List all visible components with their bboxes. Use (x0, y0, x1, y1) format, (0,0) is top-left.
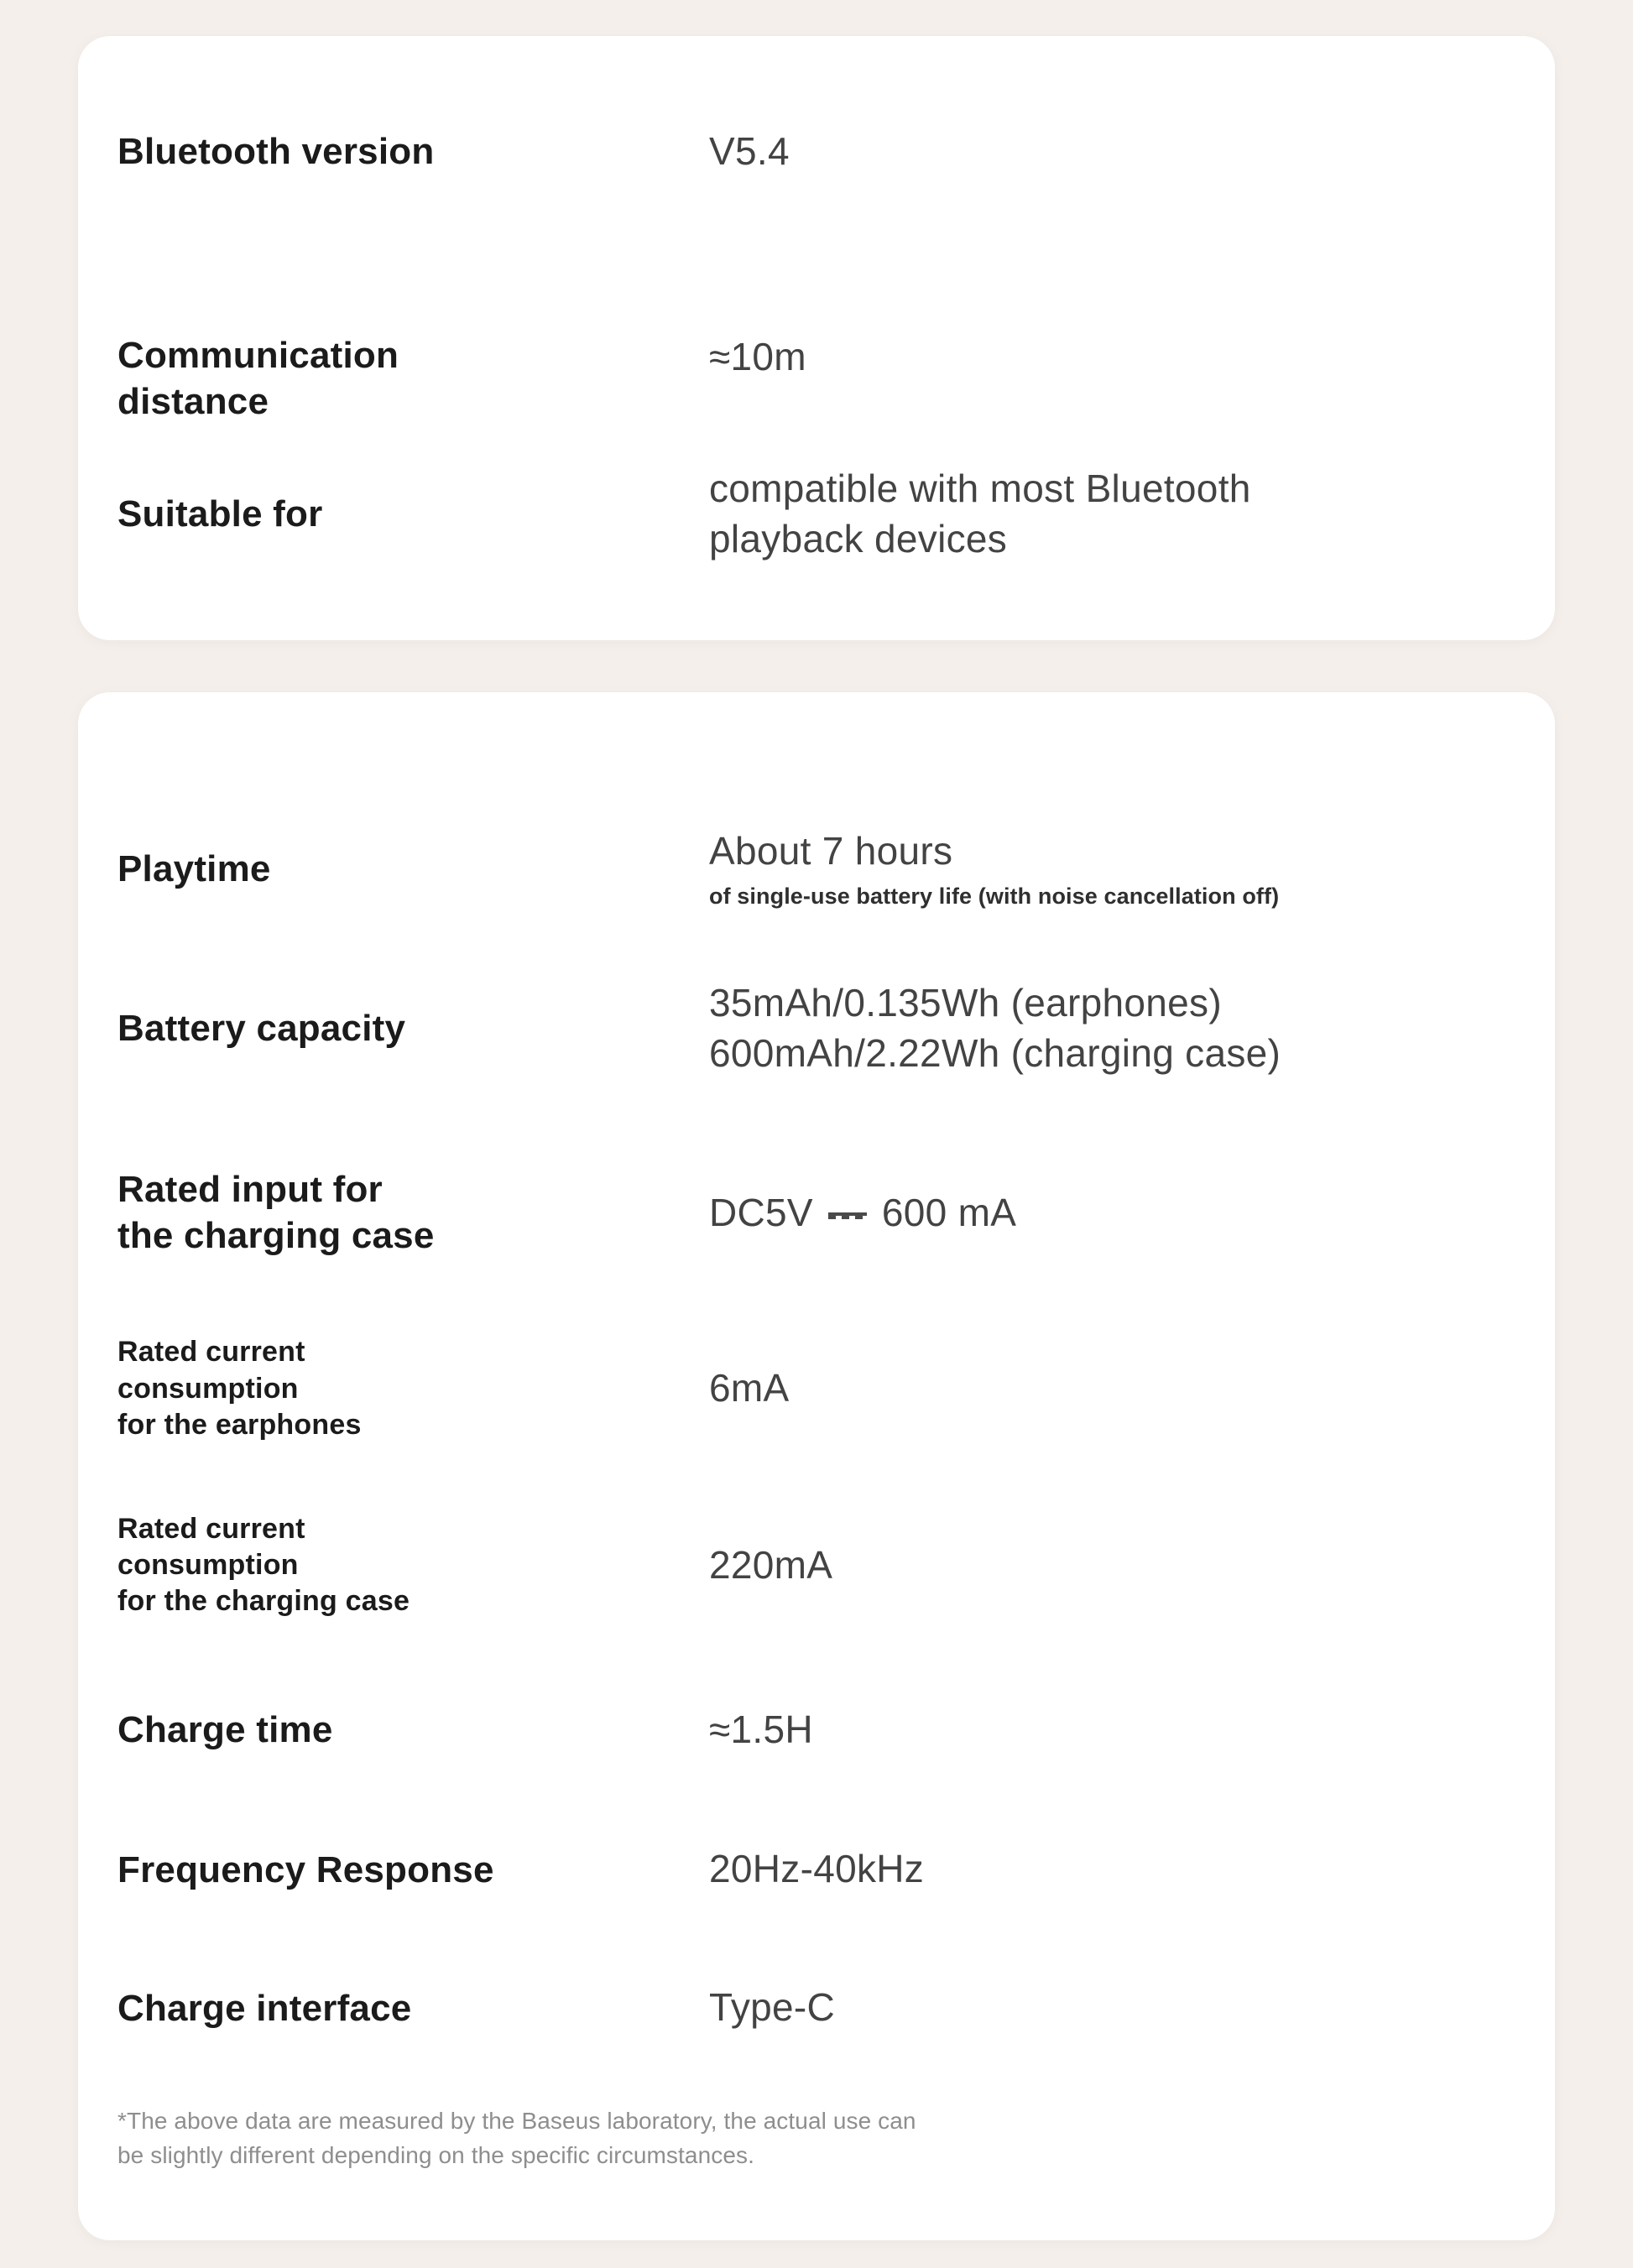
spec-label-line: consumption (117, 1372, 299, 1405)
spec-value (709, 464, 1513, 565)
spec-label-line: for the earphones (117, 1408, 362, 1441)
spec-value: V5.4 (709, 129, 790, 173)
spec-value: ≈1.5H (709, 1707, 813, 1751)
spec-label (117, 1166, 709, 1259)
spec-value-prefix: DC5V (709, 1190, 813, 1234)
spec-value (709, 1188, 1513, 1238)
spec-label-line: for the charging case (117, 1585, 410, 1618)
battery-spec-card (78, 692, 1555, 2240)
dc-current-symbol-icon (828, 1212, 867, 1219)
disclaimer-footnote (117, 2104, 1513, 2172)
spec-value-line: playback devices (709, 516, 1008, 560)
spec-value: 6mA (709, 1366, 790, 1410)
spec-row-frequency-response (117, 1844, 1513, 1895)
spec-row-rated-current-earphones (117, 1334, 1513, 1443)
spec-value: Type-C (709, 1985, 836, 2030)
spec-row-suitable-for (117, 464, 1513, 565)
spec-row-battery-capacity (117, 978, 1513, 1079)
connectivity-spec-card (78, 36, 1555, 640)
spec-label: Charge time (117, 1708, 333, 1750)
spec-label: Playtime (117, 847, 271, 889)
spec-value: ≈10m (709, 334, 806, 378)
spec-value-line: 35mAh/0.135Wh (earphones) (709, 980, 1222, 1025)
spec-row-charge-interface (117, 1983, 1513, 2033)
spec-label (117, 332, 709, 425)
spec-value-line: 600mAh/2.22Wh (charging case) (709, 1030, 1281, 1075)
spec-label: Frequency Response (117, 1848, 494, 1890)
spec-value-suffix: 600 mA (881, 1190, 1017, 1234)
spec-row-bluetooth-version (117, 127, 1513, 177)
spec-row-playtime (117, 826, 1513, 911)
spec-row-rated-current-charging-case (117, 1511, 1513, 1620)
spec-label-line: Rated input for (117, 1169, 383, 1211)
disclaimer-line: *The above data are measured by the Baseus laboratory, the actual use can (117, 2107, 916, 2134)
spec-label: Suitable for (117, 493, 323, 535)
spec-label-line: consumption (117, 1549, 299, 1582)
spec-value (709, 826, 1513, 911)
spec-value-note: of single-use battery life (with noise cancellation off) (709, 883, 1280, 909)
spec-label-line: Rated current (117, 1513, 305, 1545)
spec-row-rated-input (117, 1166, 1513, 1259)
spec-value (709, 978, 1513, 1079)
disclaimer-line: be slightly different depending on the specific circumstances. (117, 2141, 755, 2168)
spec-label-line: Rated current (117, 1336, 305, 1369)
spec-label-line: the charging case (117, 1215, 435, 1257)
spec-value-main: About 7 hours (709, 829, 953, 873)
spec-value: 220mA (709, 1542, 833, 1587)
spec-label (117, 1334, 709, 1443)
spec-label: Battery capacity (117, 1008, 406, 1050)
spec-label-line: distance (117, 380, 269, 422)
spec-row-communication-distance (117, 332, 1513, 425)
spec-label (117, 1511, 709, 1620)
spec-label-line: Communication (117, 334, 399, 376)
spec-value: 20Hz-40kHz (709, 1847, 925, 1891)
spec-row-charge-time (117, 1705, 1513, 1755)
spec-value-line: compatible with most Bluetooth (709, 466, 1251, 510)
spec-label: Charge interface (117, 1987, 412, 2029)
spec-label: Bluetooth version (117, 131, 435, 173)
